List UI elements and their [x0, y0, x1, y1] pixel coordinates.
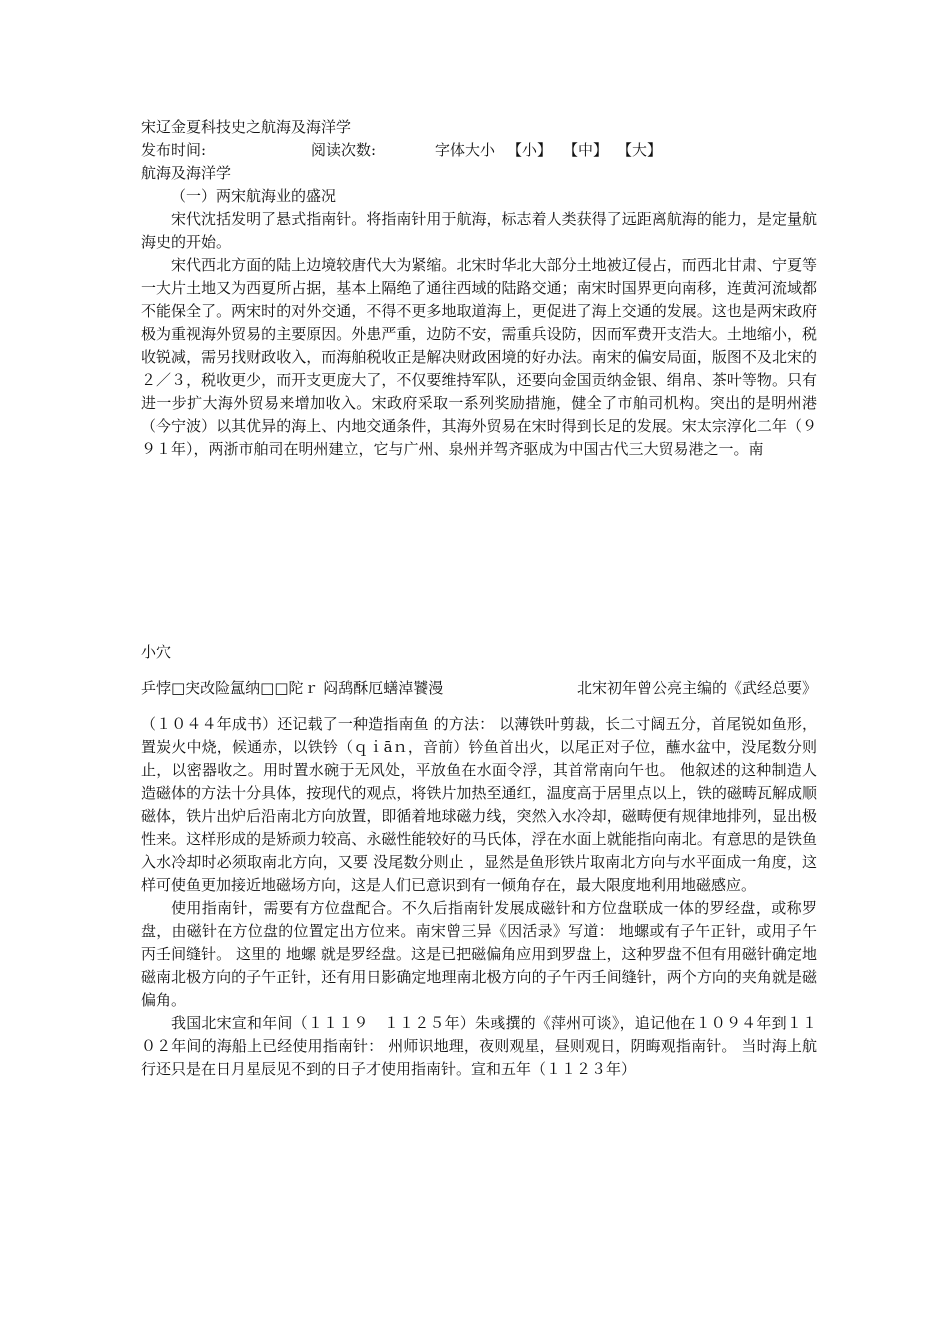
paragraph-1: 宋代沈括发明了悬式指南针。将指南针用于航海，标志着人类获得了远距离航海的能力，是定量航海史的开始。 — [141, 210, 817, 251]
paragraph-3: （１０４４年成书）还记载了一种造指南鱼 的方法： 以薄铁叶剪裁，长二寸阔五分，首尾锐如鱼形，置炭火中烧，候通赤，以铁钤（ｑｉāｎ，音前）钤鱼首出火，以尾正对子位，蘸水盆中，没尾数分则止，以密器收之。用时置水碗于无风处，平放鱼在水面令浮，其首常南向午也。 他叙述的这种制造人造磁体的方法十分具体，按现代的观点，将铁片加热至通红，温度高于居里点以上，铁的磁畴瓦解成顺磁体，铁片出炉后沿南北方向放置，即循着地球磁力线，突然入水冷却，磁畴便有规律地排列，显出极性来。这样形成的是矫顽力较高、永磁性能较好的马氏体，浮在水面上就能指向南北。有意思的是铁鱼入水冷却时必须取南北方向，又要 没尾数分则止 ，显然是鱼形铁片取南北方向与水平面成一角度，这样可使鱼更加接近地磁场方向，这是人们已意识到有一倾角存在，最大限度地利用地磁感应。 — [141, 715, 817, 894]
read-count-label: 阅读次数: — [311, 141, 377, 159]
subsection-title: （一）两宋航海业的盛况 — [171, 187, 337, 205]
font-size-label: 字体大小 — [435, 141, 496, 159]
article-page — [141, 116, 817, 1081]
garbled-row-right: 北宋初年曾公亮主编的《武经总要》 — [576, 679, 817, 697]
blank-gap — [141, 461, 817, 641]
garbled-row — [141, 677, 817, 700]
paragraph-5: 我国北宋宣和年间（１１１９ １１２５年）朱彧撰的《萍州可谈》，追记他在１０９４年到１１０２年间的海船上已经使用指南针： 州师识地理，夜则观星，昼则观日，阴晦观指南针。 当时海上航行还只是在日月星辰见不到的日子才使用指南针。宣和五年（１１２３年） — [141, 1014, 817, 1078]
paragraph-4: 使用指南针，需要有方位盘配合。不久后指南针发展成磁针和方位盘联成一体的罗经盘，或称罗盘，由磁针在方位盘的位置定出方位来。南宋曾三异《因活录》写道： 地螺或有子午正针，或用子午丙壬间缝针。 这里的 地螺 就是罗经盘。这是已把磁偏角应用到罗盘上，这种罗盘不但有用磁针确定地磁南北极方向的子午正针，还有用日影确定地理南北极方向的子午丙壬间缝针，两个方向的夹角就是磁偏角。 — [141, 899, 817, 1009]
fragment-text: 小穴 — [141, 643, 172, 661]
publish-time-label: 发布时间: — [141, 141, 207, 159]
paragraph-2: 宋代西北方面的陆上边境较唐代大为紧缩。北宋时华北大部分土地被辽侵占，而西北甘肃、宁夏等一大片土地又为西夏所占据，基本上隔绝了通往西域的陆路交通；南宋时国界更向南移，连黄河流域都不能保全了。两宋时的对外交通，不得不更多地取道海上，更促进了海上交通的发展。这也是两宋政府极为重视海外贸易的主要原因。外患严重，边防不安，需重兵设防，因而军费开支浩大。土地缩小，税收锐减，需另找财政收入，而海舶税收正是解决财政困境的好办法。南宋的偏安局面，版图不及北宋的２／３，税收更少，而开支更庞大了，不仅要维持军队，还要向金国贡纳金银、绢帛、茶叶等物。只有进一步扩大海外贸易来增加收入。宋政府采取一系列奖励措施，健全了市舶司机构。突出的是明州港（今宁波）以其优异的海上、内地交通条件，其海外贸易在宋时得到长足的发展。宋太宗淳化二年（９９１年），两浙市舶司在明州建立，它与广州、泉州并驾齐驱成为中国古代三大贸易港之一。南 — [141, 256, 817, 458]
font-size-small-link[interactable]: 【小】 — [507, 141, 553, 159]
font-size-medium-link[interactable]: 【中】 — [563, 141, 609, 159]
section-title: 航海及海洋学 — [141, 164, 232, 182]
article-meta — [141, 139, 817, 162]
garbled-text: 乒悖□宊改险氲纳□□陀ｒ 闷鸹酥厄蟮淖饕漫 — [141, 679, 444, 697]
font-size-large-link[interactable]: 【大】 — [617, 141, 663, 159]
page-title: 宋辽金夏科技史之航海及海洋学 — [141, 118, 352, 136]
